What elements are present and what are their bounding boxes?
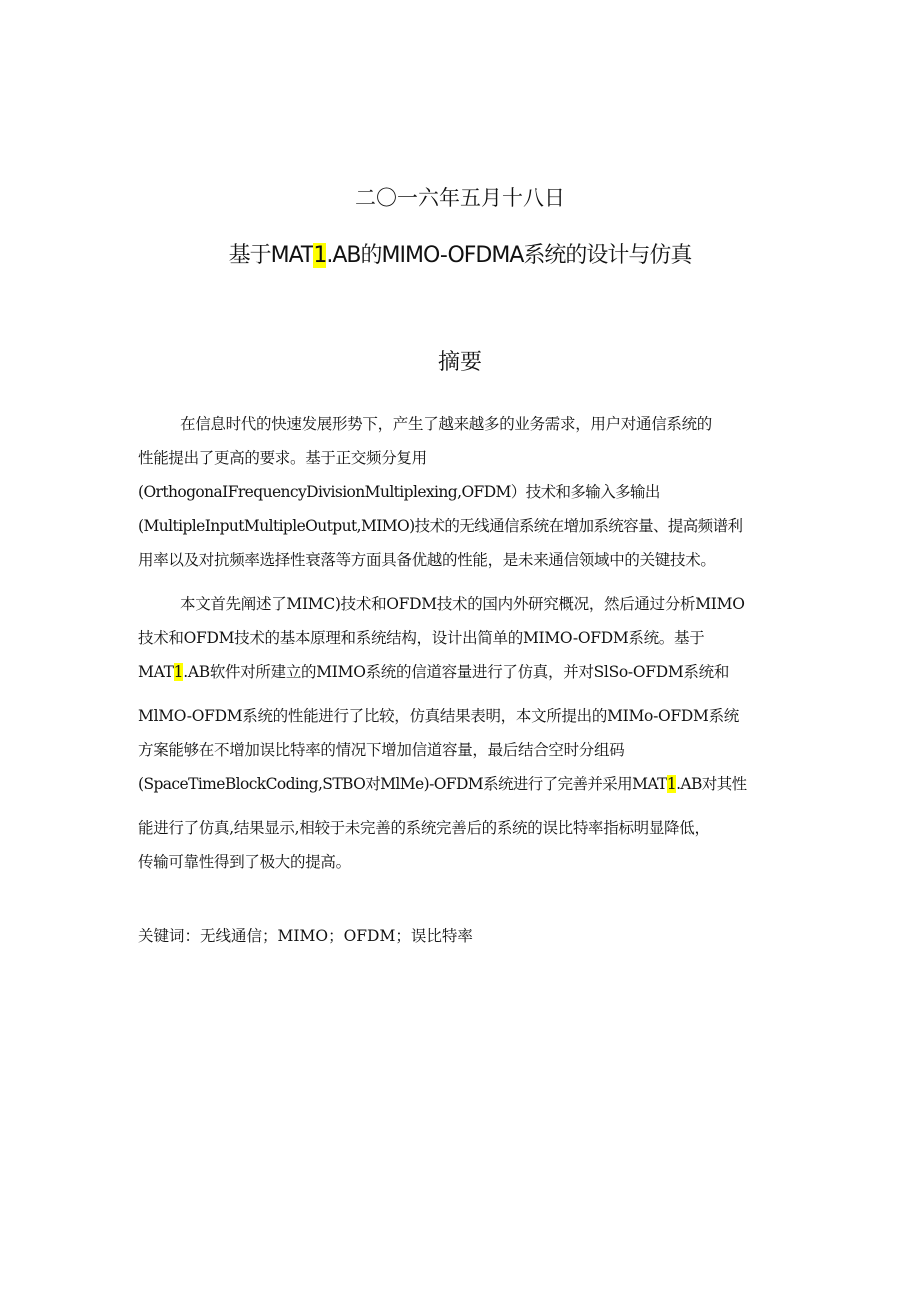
abstract-line-3: (OrthogonaIFrequencyDivisionMultiplexing,OFDM）技术和多输入多输出 xyxy=(138,483,660,501)
abstract-line-8 xyxy=(138,660,798,682)
matlab-prefix: MAT xyxy=(138,663,174,681)
abstract-line-12: 能进行了仿真,结果显示,相较于未完善的系统完善后的系统的误比特率指标明显降低， xyxy=(138,819,710,837)
abstract-line-7: 技术和OFDM技术的基本原理和系统结构，设计出简单的MIMO-OFDM系统。基于 xyxy=(138,629,705,647)
abstract-line-4: (MultipleInputMultipleOutput,MIMO)技术的无线通信系统在增加系统容量、提高频谱利 xyxy=(138,517,743,535)
keywords-line: 关键词：无线通信；MIMO；OFDM；误比特率 xyxy=(138,927,473,945)
matlab-highlight-2: 1 xyxy=(666,775,677,793)
title-suffix: .AB的MIMO-OFDMA系统的设计与仿真 xyxy=(326,243,692,268)
abstract-line-5: 用率以及对抗频率选择性衰落等方面具备优越的性能，是未来通信领域中的关键技术。 xyxy=(138,551,716,569)
abstract-line-11-end: .AB对其性 xyxy=(676,775,747,793)
matlab-highlight: 1 xyxy=(173,663,184,681)
abstract-heading: 摘要 xyxy=(437,350,482,375)
abstract-line-1: 在信息时代的快速发展形势下，产生了越来越多的业务需求，用户对通信系统的 xyxy=(180,415,713,433)
title-prefix: 基于MAT xyxy=(228,243,314,268)
abstract-line-2: 性能提出了更高的要求。基于正交频分复用 xyxy=(138,449,427,467)
date-line: 二〇一六年五月十八日 xyxy=(355,186,565,210)
abstract-line-10: 方案能够在不增加误比特率的情况下增加信道容量，最后结合空时分组码 xyxy=(138,741,625,759)
document-title xyxy=(0,238,920,269)
abstract-line-11 xyxy=(138,772,798,794)
abstract-line-6: 本文首先阐述了MIMC)技术和OFDM技术的国内外研究概况，然后通过分析MIMO xyxy=(180,595,745,613)
title-highlight: 1 xyxy=(313,243,327,268)
abstract-line-13: 传输可靠性得到了极大的提高。 xyxy=(138,853,351,871)
abstract-line-8-rest: .AB软件对所建立的MIMO系统的信道容量进行了仿真，并对SlSo-OFDM系统和 xyxy=(183,663,730,681)
abstract-line-9: MlMO-OFDM系统的性能进行了比较，仿真结果表明，本文所提出的MIMo-OFDM系统 xyxy=(138,707,739,725)
abstract-line-11-start: (SpaceTimeBlockCoding,STBO对MlMe)-OFDM系统进行了完善并采用MAT xyxy=(138,775,667,793)
